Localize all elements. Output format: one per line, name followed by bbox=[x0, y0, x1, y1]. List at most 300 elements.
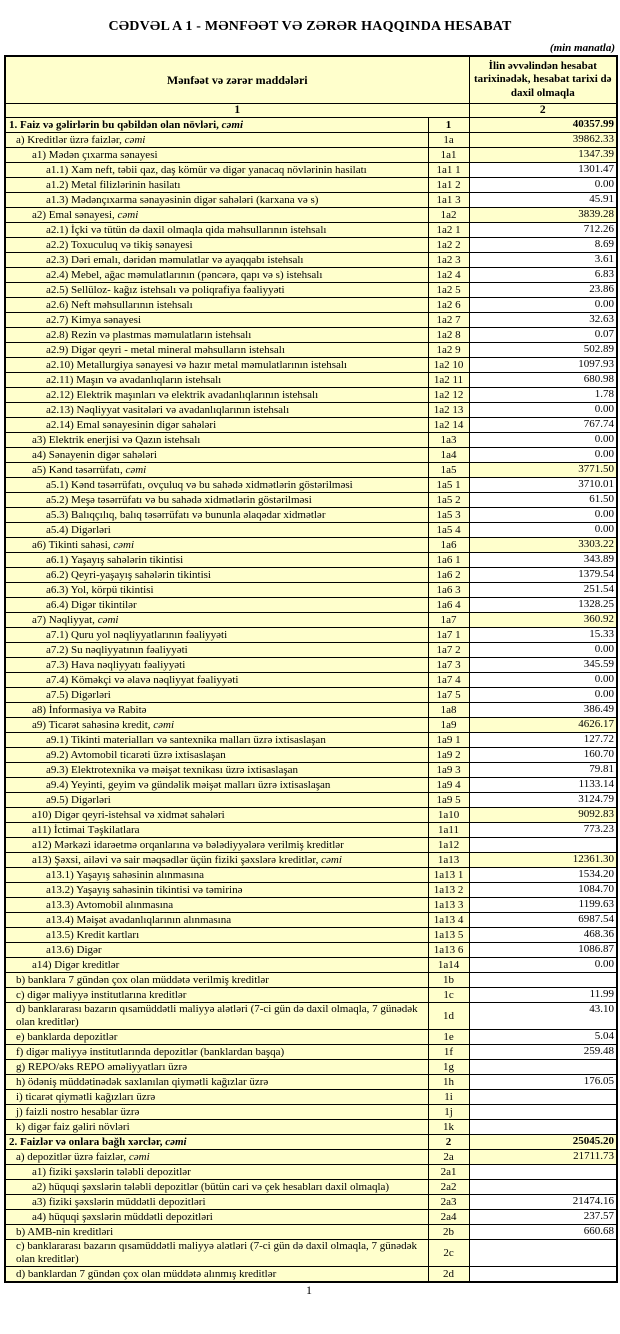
row-value: 0.00 bbox=[469, 403, 617, 418]
row-value: 386.49 bbox=[469, 703, 617, 718]
table-row bbox=[5, 1240, 617, 1267]
page-number: 1 bbox=[306, 1283, 312, 1297]
table-row bbox=[5, 1075, 617, 1090]
row-value: 1086.87 bbox=[469, 943, 617, 958]
table-row bbox=[5, 853, 617, 868]
table-row bbox=[5, 463, 617, 478]
row-code: 2a1 bbox=[428, 1165, 469, 1180]
table-row bbox=[5, 388, 617, 403]
table-row bbox=[5, 733, 617, 748]
row-value: 3.61 bbox=[469, 253, 617, 268]
row-value: 0.00 bbox=[469, 673, 617, 688]
table-row bbox=[5, 628, 617, 643]
row-code: 1a5 bbox=[428, 463, 469, 478]
row-value: 32.63 bbox=[469, 313, 617, 328]
row-value: 9092.83 bbox=[469, 808, 617, 823]
row-label: c) banklararası bazarın qısamüddətli maliyyə alətləri (7-ci gün də daxil olmaqla, 7 günədək olan kreditlər) bbox=[5, 1240, 428, 1267]
row-code: 1a2 9 bbox=[428, 343, 469, 358]
row-value: 0.00 bbox=[469, 958, 617, 973]
row-label: a13.3) Avtomobil alınmasına bbox=[5, 898, 428, 913]
row-value bbox=[469, 1120, 617, 1135]
row-value: 5.04 bbox=[469, 1030, 617, 1045]
table-row bbox=[5, 1225, 617, 1240]
row-code: 1a13 1 bbox=[428, 868, 469, 883]
row-value: 360.92 bbox=[469, 613, 617, 628]
row-code: 1k bbox=[428, 1120, 469, 1135]
row-label: a9.1) Tikinti materialları və santexnika malları üzrə ixtisaslaşan bbox=[5, 733, 428, 748]
row-code: 1a11 bbox=[428, 823, 469, 838]
table-row bbox=[5, 808, 617, 823]
table-row bbox=[5, 868, 617, 883]
row-code: 1e bbox=[428, 1030, 469, 1045]
row-code: 1a2 5 bbox=[428, 283, 469, 298]
table-row bbox=[5, 583, 617, 598]
row-label: a13.2) Yaşayış sahəsinin tikintisi və təmirinə bbox=[5, 883, 428, 898]
row-code: 1c bbox=[428, 988, 469, 1003]
row-code: 1a9 1 bbox=[428, 733, 469, 748]
row-value: 1534.20 bbox=[469, 868, 617, 883]
row-label: a2.2) Toxuculuq və tikiş sənayesi bbox=[5, 238, 428, 253]
row-code: 1a2 12 bbox=[428, 388, 469, 403]
row-label: a2.5) Sellüloz- kağız istehsalı və poliqrafiya fəaliyyəti bbox=[5, 283, 428, 298]
table-row bbox=[5, 553, 617, 568]
row-label: a9.2) Avtomobil ticarəti üzrə ixtisaslaşan bbox=[5, 748, 428, 763]
row-code: 1a6 3 bbox=[428, 583, 469, 598]
table-row bbox=[5, 688, 617, 703]
row-value: 1328.25 bbox=[469, 598, 617, 613]
row-label: f) digər maliyyə institutlarında depozitlər (banklardan başqa) bbox=[5, 1045, 428, 1060]
table-row bbox=[5, 1030, 617, 1045]
row-value: 8.69 bbox=[469, 238, 617, 253]
table-row bbox=[5, 1090, 617, 1105]
row-label: a7.4) Köməkçi və əlavə nəqliyyat fəaliyyəti bbox=[5, 673, 428, 688]
row-value: 1347.39 bbox=[469, 148, 617, 163]
table-row bbox=[5, 883, 617, 898]
table-row bbox=[5, 928, 617, 943]
row-code: 1a9 5 bbox=[428, 793, 469, 808]
row-code: 1a2 1 bbox=[428, 223, 469, 238]
row-code: 1d bbox=[428, 1003, 469, 1030]
table-row bbox=[5, 913, 617, 928]
table-row bbox=[5, 643, 617, 658]
row-label: a7.1) Quru yol nəqliyyatlarının fəaliyyəti bbox=[5, 628, 428, 643]
row-value: 160.70 bbox=[469, 748, 617, 763]
row-code: 1i bbox=[428, 1090, 469, 1105]
row-code: 2a bbox=[428, 1150, 469, 1165]
row-value: 4626.17 bbox=[469, 718, 617, 733]
table-row bbox=[5, 493, 617, 508]
table-row bbox=[5, 478, 617, 493]
row-value: 21711.73 bbox=[469, 1150, 617, 1165]
row-label: a2.1) İçki və tütün də daxil olmaqla qida məhsullarının istehsalı bbox=[5, 223, 428, 238]
row-code: 1a5 1 bbox=[428, 478, 469, 493]
row-value: 3839.28 bbox=[469, 208, 617, 223]
row-value bbox=[469, 1267, 617, 1283]
row-code: 1a13 6 bbox=[428, 943, 469, 958]
row-label: i) ticarət qiymətli kağızları üzrə bbox=[5, 1090, 428, 1105]
row-value bbox=[469, 1090, 617, 1105]
row-label: a2.6) Neft məhsullarının istehsalı bbox=[5, 298, 428, 313]
row-code: 1a1 1 bbox=[428, 163, 469, 178]
row-value: 1.78 bbox=[469, 388, 617, 403]
row-label: b) AMB-nin kreditləri bbox=[5, 1225, 428, 1240]
row-value: 45.91 bbox=[469, 193, 617, 208]
row-label: a3) Elektrik enerjisi və Qazın istehsalı bbox=[5, 433, 428, 448]
row-value: 773.23 bbox=[469, 823, 617, 838]
row-code: 1a2 8 bbox=[428, 328, 469, 343]
row-label: a9.5) Digərləri bbox=[5, 793, 428, 808]
row-label: a1) fiziki şəxslərin tələbli depozitlər bbox=[5, 1165, 428, 1180]
row-label: a2.8) Rezin və plastmas məmulatların istehsalı bbox=[5, 328, 428, 343]
report-title: CƏDVƏL A 1 - MƏNFƏƏT VƏ ZƏRƏR HAQQINDA HESABAT bbox=[108, 19, 512, 34]
row-code: 1a2 2 bbox=[428, 238, 469, 253]
row-code: 1a1 bbox=[428, 148, 469, 163]
row-value: 1301.47 bbox=[469, 163, 617, 178]
table-row bbox=[5, 1267, 617, 1283]
row-label: a7.5) Digərləri bbox=[5, 688, 428, 703]
row-value: 1084.70 bbox=[469, 883, 617, 898]
row-label: a5.1) Kənd təsərrüfatı, ovçuluq və bu sahədə xidmətlərin göstərilməsi bbox=[5, 478, 428, 493]
row-code: 1a6 4 bbox=[428, 598, 469, 613]
table-row bbox=[5, 748, 617, 763]
row-code: 1a9 bbox=[428, 718, 469, 733]
table-row bbox=[5, 703, 617, 718]
row-label: b) banklara 7 gündən çox olan müddətə verilmiş kreditlər bbox=[5, 973, 428, 988]
row-code: 1a2 6 bbox=[428, 298, 469, 313]
row-label: a13.1) Yaşayış sahəsinin alınmasına bbox=[5, 868, 428, 883]
row-label: a6.3) Yol, körpü tikintisi bbox=[5, 583, 428, 598]
row-value: 767.74 bbox=[469, 418, 617, 433]
row-value bbox=[469, 973, 617, 988]
row-code: 1a10 bbox=[428, 808, 469, 823]
row-code: 1a9 3 bbox=[428, 763, 469, 778]
row-value: 21474.16 bbox=[469, 1195, 617, 1210]
table-row bbox=[5, 658, 617, 673]
table-row bbox=[5, 598, 617, 613]
row-code: 1g bbox=[428, 1060, 469, 1075]
table-row bbox=[5, 373, 617, 388]
row-value: 25045.20 bbox=[469, 1135, 617, 1150]
row-label: a9) Ticarət sahəsinə kredit, cəmi bbox=[5, 718, 428, 733]
row-label: a2.3) Dəri emalı, dəridən məmulatlar və ayaqqabı istehsalı bbox=[5, 253, 428, 268]
row-code: 1a1 3 bbox=[428, 193, 469, 208]
table-row bbox=[5, 718, 617, 733]
row-code: 1a5 2 bbox=[428, 493, 469, 508]
row-code: 1a7 5 bbox=[428, 688, 469, 703]
row-code: 1a7 bbox=[428, 613, 469, 628]
row-code: 2a2 bbox=[428, 1180, 469, 1195]
row-code: 1a7 4 bbox=[428, 673, 469, 688]
table-row bbox=[5, 1210, 617, 1225]
table-row bbox=[5, 1105, 617, 1120]
table-row bbox=[5, 1150, 617, 1165]
row-label: a2.13) Nəqliyyat vasitələri və avadanlıqlarının istehsalı bbox=[5, 403, 428, 418]
row-value: 23.86 bbox=[469, 283, 617, 298]
row-value: 12361.30 bbox=[469, 853, 617, 868]
table-row bbox=[5, 298, 617, 313]
row-label: a7) Nəqliyyat, cəmi bbox=[5, 613, 428, 628]
row-code: 1a2 14 bbox=[428, 418, 469, 433]
row-label: a2.4) Mebel, ağac məmulatlarının (pəncərə, qapı və s) istehsalı bbox=[5, 268, 428, 283]
row-label: a12) Mərkəzi idarəetmə orqanlarına və bələdiyyələrə verilmiş kreditlər bbox=[5, 838, 428, 853]
row-label: a5) Kənd təsərrüfatı, cəmi bbox=[5, 463, 428, 478]
table-row bbox=[5, 133, 617, 148]
row-label: a5.3) Balıqçılıq, balıq təsərrüfatı və bununla əlaqədar xidmətlər bbox=[5, 508, 428, 523]
table-row bbox=[5, 763, 617, 778]
row-code: 1a13 bbox=[428, 853, 469, 868]
row-label: a2.9) Digər qeyri - metal mineral məhsulların istehsalı bbox=[5, 343, 428, 358]
table-row bbox=[5, 268, 617, 283]
row-code: 2 bbox=[428, 1135, 469, 1150]
row-label: 1. Faiz və gəlirlərin bu qəbildən olan növləri, cəmi bbox=[5, 118, 428, 133]
row-code: 2d bbox=[428, 1267, 469, 1283]
row-label: a8) İnformasiya və Rabitə bbox=[5, 703, 428, 718]
row-value: 0.00 bbox=[469, 643, 617, 658]
row-code: 1a2 11 bbox=[428, 373, 469, 388]
table-row bbox=[5, 283, 617, 298]
table-row bbox=[5, 958, 617, 973]
row-label: a) depozitlər üzrə faizlər, cəmi bbox=[5, 1150, 428, 1165]
row-code: 1a6 2 bbox=[428, 568, 469, 583]
table-row bbox=[5, 193, 617, 208]
row-label: a13.4) Məişət avadanlıqlarının alınmasına bbox=[5, 913, 428, 928]
row-code: 1a13 3 bbox=[428, 898, 469, 913]
row-value: 468.36 bbox=[469, 928, 617, 943]
table-row bbox=[5, 313, 617, 328]
row-code: 1a7 1 bbox=[428, 628, 469, 643]
row-code: 1f bbox=[428, 1045, 469, 1060]
row-value: 1379.54 bbox=[469, 568, 617, 583]
row-code: 1a2 7 bbox=[428, 313, 469, 328]
table-row bbox=[5, 418, 617, 433]
report-table-body bbox=[5, 118, 617, 1283]
row-label: e) banklarda depozitlər bbox=[5, 1030, 428, 1045]
row-code: 1a bbox=[428, 133, 469, 148]
row-value: 6.83 bbox=[469, 268, 617, 283]
row-value: 680.98 bbox=[469, 373, 617, 388]
row-value: 11.99 bbox=[469, 988, 617, 1003]
table-row bbox=[5, 973, 617, 988]
table-row bbox=[5, 178, 617, 193]
row-value: 0.00 bbox=[469, 508, 617, 523]
row-value: 237.57 bbox=[469, 1210, 617, 1225]
row-value: 176.05 bbox=[469, 1075, 617, 1090]
row-value: 0.00 bbox=[469, 688, 617, 703]
table-row bbox=[5, 823, 617, 838]
row-value: 660.68 bbox=[469, 1225, 617, 1240]
row-value: 3710.01 bbox=[469, 478, 617, 493]
row-label: a6) Tikinti sahəsi, cəmi bbox=[5, 538, 428, 553]
row-label: a2.7) Kimya sənayesi bbox=[5, 313, 428, 328]
table-row bbox=[5, 358, 617, 373]
row-label: j) faizli nostro hesablar üzrə bbox=[5, 1105, 428, 1120]
column-number-2: 2 bbox=[469, 104, 617, 118]
table-row bbox=[5, 223, 617, 238]
row-code: 1a2 4 bbox=[428, 268, 469, 283]
table-row bbox=[5, 943, 617, 958]
table-row bbox=[5, 613, 617, 628]
row-code: 1a13 4 bbox=[428, 913, 469, 928]
row-label: a3) fiziki şəxslərin müddətli depozitləri bbox=[5, 1195, 428, 1210]
row-label: c) digər maliyyə institutlarına kreditlər bbox=[5, 988, 428, 1003]
row-value: 3124.79 bbox=[469, 793, 617, 808]
row-value: 343.89 bbox=[469, 553, 617, 568]
row-label: a2.11) Maşın və avadanlıqların istehsalı bbox=[5, 373, 428, 388]
row-code: 1a2 10 bbox=[428, 358, 469, 373]
row-label: a2) hüquqi şəxslərin tələbli depozitlər (bütün cari və çek hesabları daxil olmaqla) bbox=[5, 1180, 428, 1195]
row-code: 2a4 bbox=[428, 1210, 469, 1225]
table-row bbox=[5, 1165, 617, 1180]
row-code: 1h bbox=[428, 1075, 469, 1090]
table-row bbox=[5, 1135, 617, 1150]
row-code: 1a7 3 bbox=[428, 658, 469, 673]
row-value: 0.00 bbox=[469, 523, 617, 538]
table-row bbox=[5, 238, 617, 253]
row-code: 1a6 bbox=[428, 538, 469, 553]
table-row bbox=[5, 148, 617, 163]
table-row bbox=[5, 448, 617, 463]
table-row bbox=[5, 433, 617, 448]
row-code: 1a9 2 bbox=[428, 748, 469, 763]
table-row bbox=[5, 1045, 617, 1060]
table-row bbox=[5, 253, 617, 268]
table-row bbox=[5, 1180, 617, 1195]
row-label: a11) İctimai Təşkilatlara bbox=[5, 823, 428, 838]
row-value: 712.26 bbox=[469, 223, 617, 238]
table-row bbox=[5, 568, 617, 583]
row-value: 345.59 bbox=[469, 658, 617, 673]
row-value: 39862.33 bbox=[469, 133, 617, 148]
row-label: h) ödəniş müddətinədək saxlanılan qiymətli kağızlar üzrə bbox=[5, 1075, 428, 1090]
table-row bbox=[5, 1120, 617, 1135]
row-value bbox=[469, 838, 617, 853]
row-value: 127.72 bbox=[469, 733, 617, 748]
row-value: 1097.93 bbox=[469, 358, 617, 373]
row-label: a10) Digər qeyri-istehsal və xidmət sahələri bbox=[5, 808, 428, 823]
row-code: 2a3 bbox=[428, 1195, 469, 1210]
row-label: k) digər faiz gəliri növləri bbox=[5, 1120, 428, 1135]
row-value: 43.10 bbox=[469, 1003, 617, 1030]
row-label: a13.6) Digər bbox=[5, 943, 428, 958]
row-label: d) banklardan 7 gündən çox olan müddətə alınmış kreditlər bbox=[5, 1267, 428, 1283]
table-row bbox=[5, 1003, 617, 1030]
row-value: 0.07 bbox=[469, 328, 617, 343]
row-code: 1a3 bbox=[428, 433, 469, 448]
row-value: 3303.22 bbox=[469, 538, 617, 553]
row-code: 1 bbox=[428, 118, 469, 133]
row-label: a) Kreditlər üzrə faizlər, cəmi bbox=[5, 133, 428, 148]
table-row bbox=[5, 898, 617, 913]
table-row bbox=[5, 778, 617, 793]
column-header-items: Mənfəət və zərər maddələri bbox=[5, 56, 469, 104]
column-number-row bbox=[5, 104, 617, 118]
row-label: a2.12) Elektrik maşınları və elektrik avadanlıqlarının istehsalı bbox=[5, 388, 428, 403]
table-row bbox=[5, 163, 617, 178]
row-label: a1) Mədən çıxarma sənayesi bbox=[5, 148, 428, 163]
table-row bbox=[5, 1060, 617, 1075]
row-label: a13.5) Kredit kartları bbox=[5, 928, 428, 943]
row-value bbox=[469, 1180, 617, 1195]
table-row bbox=[5, 673, 617, 688]
row-label: a6.4) Digər tikintilər bbox=[5, 598, 428, 613]
row-code: 1a2 13 bbox=[428, 403, 469, 418]
row-code: 1a2 bbox=[428, 208, 469, 223]
row-value: 502.89 bbox=[469, 343, 617, 358]
row-code: 1b bbox=[428, 973, 469, 988]
row-label: 2. Faizlər və onlara bağlı xərclər, cəmi bbox=[5, 1135, 428, 1150]
row-label: a6.2) Qeyri-yaşayış sahələrin tikintisi bbox=[5, 568, 428, 583]
row-code: 1a2 3 bbox=[428, 253, 469, 268]
profit-loss-table bbox=[4, 55, 618, 1283]
table-row bbox=[5, 118, 617, 133]
row-label: a1.1) Xam neft, təbii qaz, daş kömür və digər yanacaq növlərinin hasilatı bbox=[5, 163, 428, 178]
unit-note: (min manatla) bbox=[549, 42, 615, 54]
header-row bbox=[5, 56, 617, 104]
row-label: g) REPO/əks REPO əməliyyatları üzrə bbox=[5, 1060, 428, 1075]
row-code: 2b bbox=[428, 1225, 469, 1240]
row-value bbox=[469, 1105, 617, 1120]
table-row bbox=[5, 403, 617, 418]
column-number-1: 1 bbox=[5, 104, 469, 118]
row-label: a14) Digər kreditlər bbox=[5, 958, 428, 973]
row-code: 1a6 1 bbox=[428, 553, 469, 568]
row-value: 0.00 bbox=[469, 178, 617, 193]
row-label: a13) Şəxsi, ailəvi və sair məqsədlər üçün fiziki şəxslərə kreditlər, cəmi bbox=[5, 853, 428, 868]
row-code: 1j bbox=[428, 1105, 469, 1120]
table-row bbox=[5, 508, 617, 523]
table-row bbox=[5, 538, 617, 553]
row-label: a4) hüquqi şəxslərin müddətli depozitləri bbox=[5, 1210, 428, 1225]
table-row bbox=[5, 343, 617, 358]
row-label: a4) Sənayenin digər sahələri bbox=[5, 448, 428, 463]
row-value: 3771.50 bbox=[469, 463, 617, 478]
row-code: 1a13 5 bbox=[428, 928, 469, 943]
row-code: 2c bbox=[428, 1240, 469, 1267]
row-value: 259.48 bbox=[469, 1045, 617, 1060]
row-code: 1a4 bbox=[428, 448, 469, 463]
row-value: 1199.63 bbox=[469, 898, 617, 913]
row-label: a5.4) Digərləri bbox=[5, 523, 428, 538]
row-value: 251.54 bbox=[469, 583, 617, 598]
row-code: 1a7 2 bbox=[428, 643, 469, 658]
row-label: a6.1) Yaşayış sahələrin tikintisi bbox=[5, 553, 428, 568]
row-value: 40357.99 bbox=[469, 118, 617, 133]
table-row bbox=[5, 793, 617, 808]
table-row bbox=[5, 1195, 617, 1210]
row-label: a1.3) Mədənçıxarma sənayəsinin digər sahələri (karxana və s) bbox=[5, 193, 428, 208]
table-row bbox=[5, 328, 617, 343]
row-value: 1133.14 bbox=[469, 778, 617, 793]
row-code: 1a14 bbox=[428, 958, 469, 973]
row-label: a2) Emal sənayesi, cəmi bbox=[5, 208, 428, 223]
row-value: 0.00 bbox=[469, 298, 617, 313]
table-row bbox=[5, 988, 617, 1003]
row-value bbox=[469, 1060, 617, 1075]
row-code: 1a13 2 bbox=[428, 883, 469, 898]
row-label: a7.3) Hava nəqliyyatı fəaliyyəti bbox=[5, 658, 428, 673]
row-value: 0.00 bbox=[469, 433, 617, 448]
row-value: 0.00 bbox=[469, 448, 617, 463]
row-code: 1a5 4 bbox=[428, 523, 469, 538]
row-label: a9.3) Elektrotexnika və məişət texnikası üzrə ixtisaslaşan bbox=[5, 763, 428, 778]
row-value bbox=[469, 1240, 617, 1267]
row-code: 1a5 3 bbox=[428, 508, 469, 523]
table-row bbox=[5, 523, 617, 538]
row-code: 1a8 bbox=[428, 703, 469, 718]
row-value: 61.50 bbox=[469, 493, 617, 508]
row-label: a7.2) Su nəqliyyatının fəaliyyəti bbox=[5, 643, 428, 658]
row-value: 6987.54 bbox=[469, 913, 617, 928]
